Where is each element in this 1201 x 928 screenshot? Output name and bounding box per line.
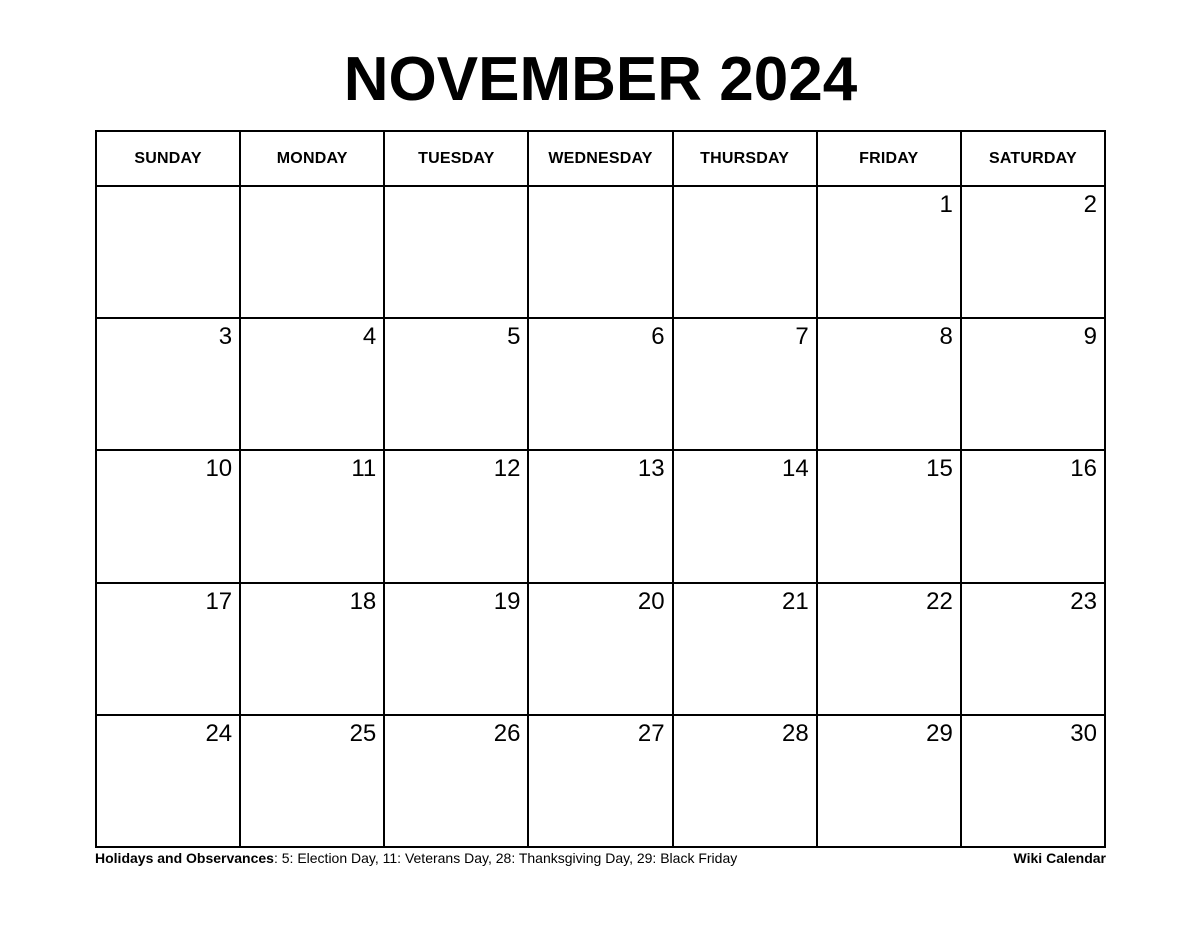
day-number: 5 bbox=[507, 323, 521, 351]
day-number: 2 bbox=[1083, 191, 1097, 218]
day-number: 9 bbox=[1083, 323, 1097, 351]
weekday-header-wednesday: WEDNESDAY bbox=[529, 132, 673, 187]
day-cell-23 bbox=[962, 584, 1106, 716]
day-cell-26 bbox=[385, 716, 529, 848]
day-cell-5 bbox=[385, 319, 529, 451]
holidays-note bbox=[95, 849, 737, 867]
day-number: 29 bbox=[926, 719, 953, 747]
holidays-label: Holidays and Observances bbox=[95, 850, 274, 866]
day-number: 25 bbox=[349, 719, 377, 747]
day-cell-15 bbox=[818, 451, 962, 583]
day-cell-8 bbox=[818, 319, 962, 451]
weekday-header-monday: MONDAY bbox=[241, 132, 385, 187]
day-cell-4 bbox=[241, 319, 385, 451]
day-cell-24 bbox=[97, 716, 241, 848]
day-cell-17 bbox=[97, 584, 241, 716]
holidays-text: : 5: Election Day, 11: Veterans Day, 28: Thanksgiving Day, 29: Black Friday bbox=[273, 850, 738, 866]
day-cell-19 bbox=[385, 584, 529, 716]
day-number: 17 bbox=[205, 587, 233, 615]
day-cell-empty bbox=[385, 187, 529, 319]
day-number: 7 bbox=[795, 323, 809, 351]
day-number: 20 bbox=[637, 587, 665, 615]
day-cell-7 bbox=[674, 319, 818, 451]
day-cell-empty bbox=[241, 187, 385, 319]
day-cell-20 bbox=[529, 584, 673, 716]
weekday-header-saturday: SATURDAY bbox=[962, 132, 1106, 187]
day-cell-25 bbox=[241, 716, 385, 848]
day-number: 30 bbox=[1070, 719, 1097, 747]
day-number: 10 bbox=[205, 455, 233, 483]
day-number: 27 bbox=[637, 719, 665, 747]
day-number: 23 bbox=[1070, 587, 1097, 615]
footer bbox=[95, 849, 1106, 867]
day-cell-6 bbox=[529, 319, 673, 451]
day-cell-empty bbox=[529, 187, 673, 319]
day-cell-14 bbox=[674, 451, 818, 583]
day-number: 11 bbox=[351, 455, 377, 483]
day-number: 21 bbox=[782, 587, 809, 615]
day-number: 12 bbox=[493, 455, 521, 483]
day-cell-empty bbox=[97, 187, 241, 319]
day-cell-12 bbox=[385, 451, 529, 583]
day-cell-22 bbox=[818, 584, 962, 716]
day-cell-30 bbox=[962, 716, 1106, 848]
day-number: 18 bbox=[349, 587, 377, 615]
day-number: 28 bbox=[782, 719, 809, 747]
day-cell-9 bbox=[962, 319, 1106, 451]
day-cell-18 bbox=[241, 584, 385, 716]
weekday-header-friday: FRIDAY bbox=[818, 132, 962, 187]
weekday-header-tuesday: TUESDAY bbox=[385, 132, 529, 187]
day-number: 26 bbox=[493, 719, 521, 747]
day-number: 22 bbox=[926, 587, 953, 615]
weekday-header-sunday: SUNDAY bbox=[97, 132, 241, 187]
day-cell-21 bbox=[674, 584, 818, 716]
day-cell-1 bbox=[818, 187, 962, 319]
page-title: NOVEMBER 2024 bbox=[343, 45, 858, 114]
day-number: 24 bbox=[205, 719, 233, 747]
weekday-header-thursday: THURSDAY bbox=[674, 132, 818, 187]
day-cell-16 bbox=[962, 451, 1106, 583]
day-cell-13 bbox=[529, 451, 673, 583]
day-number: 6 bbox=[651, 323, 665, 351]
day-number: 13 bbox=[637, 455, 665, 483]
day-number: 14 bbox=[782, 455, 809, 483]
day-number: 3 bbox=[218, 323, 233, 351]
day-cell-28 bbox=[674, 716, 818, 848]
day-number: 8 bbox=[939, 323, 953, 351]
day-number: 16 bbox=[1070, 455, 1097, 483]
day-number: 4 bbox=[362, 323, 377, 351]
day-cell-3 bbox=[97, 319, 241, 451]
calendar-grid bbox=[95, 130, 1106, 848]
day-cell-2 bbox=[962, 187, 1106, 319]
calendar-table bbox=[97, 132, 1106, 848]
day-number: 19 bbox=[493, 587, 521, 615]
day-cell-empty bbox=[674, 187, 818, 319]
day-cell-27 bbox=[529, 716, 673, 848]
day-cell-11 bbox=[241, 451, 385, 583]
day-cell-10 bbox=[97, 451, 241, 583]
day-cell-29 bbox=[818, 716, 962, 848]
brand-credit: Wiki Calendar bbox=[1013, 850, 1106, 866]
day-number: 1 bbox=[939, 191, 953, 218]
day-number: 15 bbox=[926, 455, 953, 483]
